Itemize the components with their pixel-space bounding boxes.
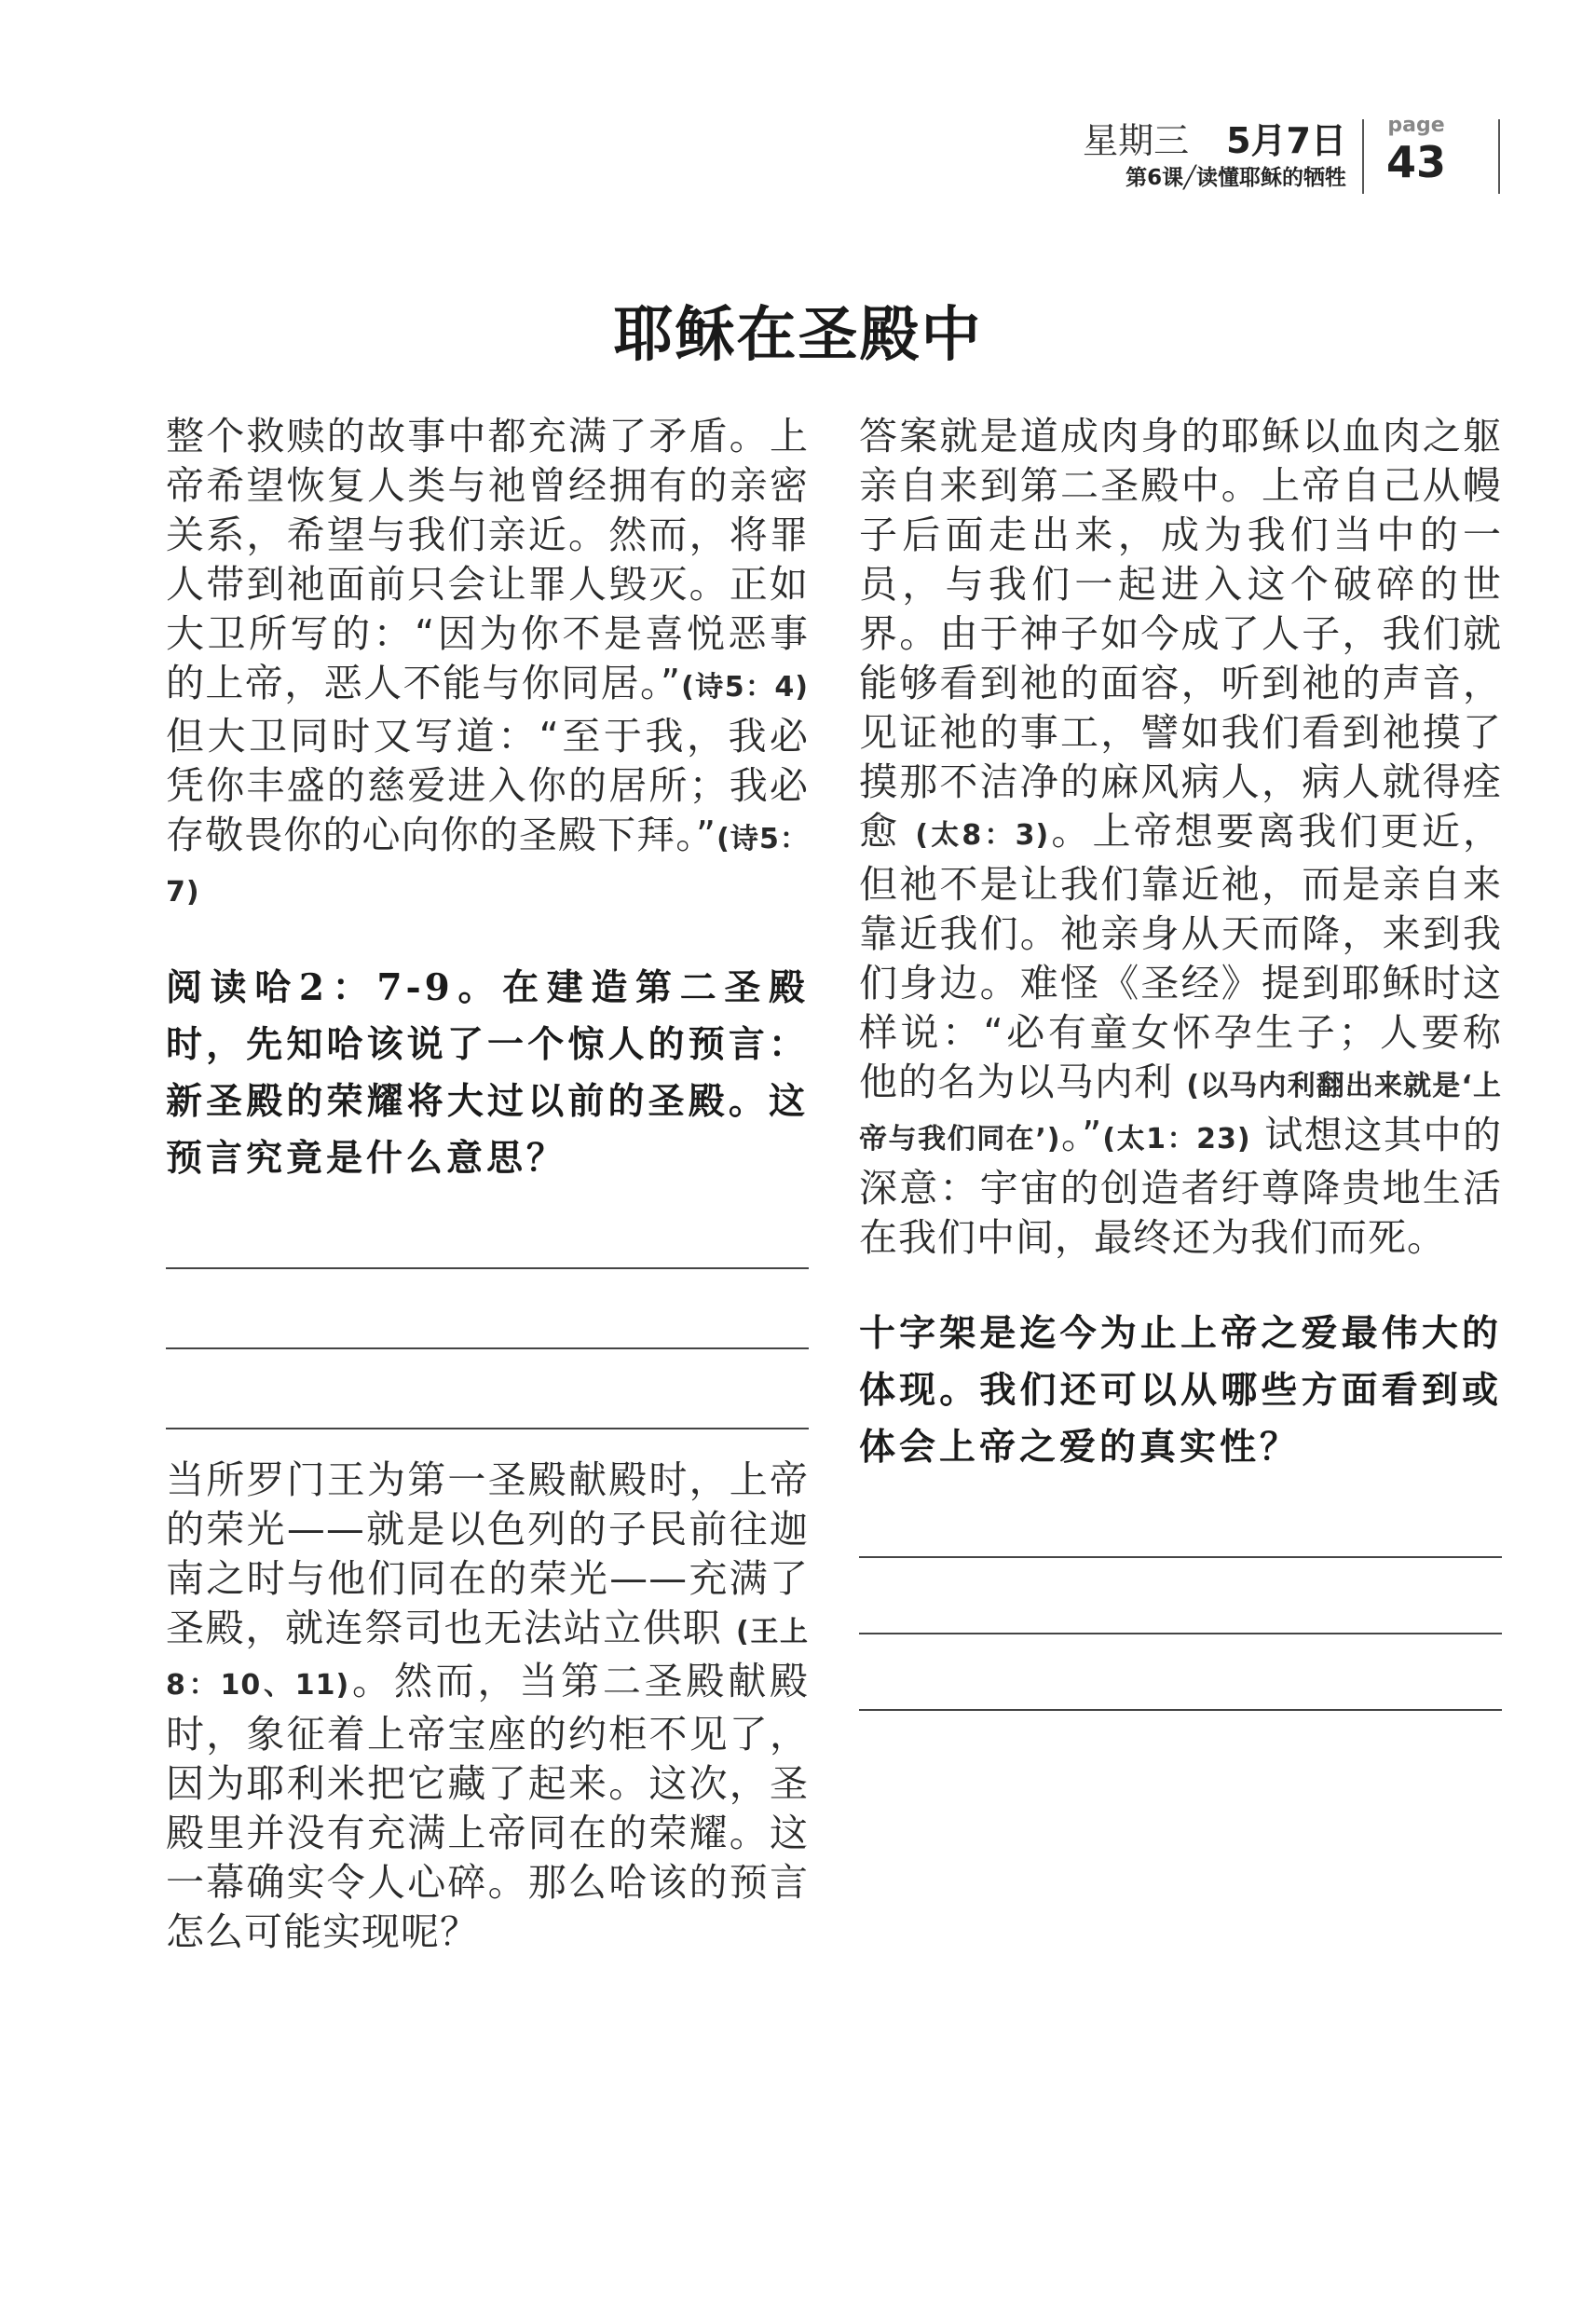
body-paragraph [859,412,1502,1263]
scripture-note: (以马内利翻出来就是‘上帝与我们同在’) [859,1070,1502,1156]
text: 整个救赎的故事中都充满了矛盾。上帝希望恢复人类与祂曾经拥有的亲密关系，希望与我们亲近。然而，将罪人带到祂面前只会让罪人毁灭。正如大卫所写的：“因为你不是喜悦恶事的上帝，恶人不能与你同居。” [166,414,809,705]
scripture-ref: (诗5：7) [166,823,809,909]
text: 。上帝想要离我们更近，但祂不是让我们靠近祂，而是亲自来靠近我们。祂亲身从天而降，来到我们身边。难怪《圣经》提到耶稣时这样说：“必有童女怀孕生子；人要称他的名为以马内利 [859,809,1503,1104]
text: 但大卫同时又写道：“至于我，我必凭你丰盛的慈爱进入你的居所；我必存敬畏你的心向你的圣殿下拜。” [166,714,809,857]
date: 5月7日 [1226,120,1346,161]
study-question: 阅读哈2：7-9。在建造第二圣殿时，先知哈该说了一个惊人的预言：新圣殿的荣耀将大过以前的圣殿。这预言究竟是什么意思？ [166,966,809,1180]
text: 。” [1060,1113,1103,1157]
page-number: 43 [1385,137,1446,187]
study-question: 十字架是迄今为止上帝之爱最伟大的体现。我们还可以从哪些方面看到或体会上帝之爱的真实性？ [859,1312,1502,1469]
page-number-box [1379,114,1453,186]
page-header-info [880,119,1346,192]
text: 答案就是道成肉身的耶稣以血肉之躯亲自来到第二圣殿中。上帝自己从幔子后面走出来，成为我们当中的一员，与我们一起进入这个破碎的世界。由于神子如今成了人子，我们就能够看到祂的面容，听到祂的声音，见证祂的事工，譬如我们看到祂摸了摸那不洁净的麻风病人，病人就得痊愈 [859,414,1502,854]
text: 当所罗门王为第一圣殿献殿时，上帝的荣光——就是以色列的子民前往迦南之时与他们同在的荣光——充满了圣殿，就连祭司也无法站立供职 [166,1457,809,1650]
scripture-ref: (太8：3) [915,819,1050,852]
page-label: page [1387,114,1445,137]
header-day-date [880,119,1346,162]
scripture-ref: (诗5：4) [681,671,809,704]
weekday: 星期三 [1083,120,1190,161]
lesson-title: 第6课╱读懂耶稣的牺牲 [1125,166,1346,190]
right-column [859,412,1502,1711]
text: 试想这其中的深意：宇宙的创造者纡尊降贵地生活在我们中间，最终还为我们而死。 [859,1113,1502,1260]
answer-line[interactable] [859,1709,1502,1711]
intro-paragraph [166,412,809,917]
left-column [166,412,809,1957]
scripture-ref: (太1：23) [1102,1123,1251,1156]
scripture-ref: (王上8：10、11) [166,1616,810,1702]
header-right-rule [1498,119,1500,194]
body-paragraph [166,1456,809,1957]
page-title: 耶稣在圣殿中 [613,300,983,370]
header-divider [1362,119,1364,194]
text: 。然而，当第二圣殿献殿时，象征着上帝宝座的约柜不见了，因为耶利米把它藏了起来。这次，圣殿里并没有充满上帝同在的荣耀。这一幕确实令人心碎。那么哈该的预言怎么可能实现呢？ [166,1659,809,1954]
